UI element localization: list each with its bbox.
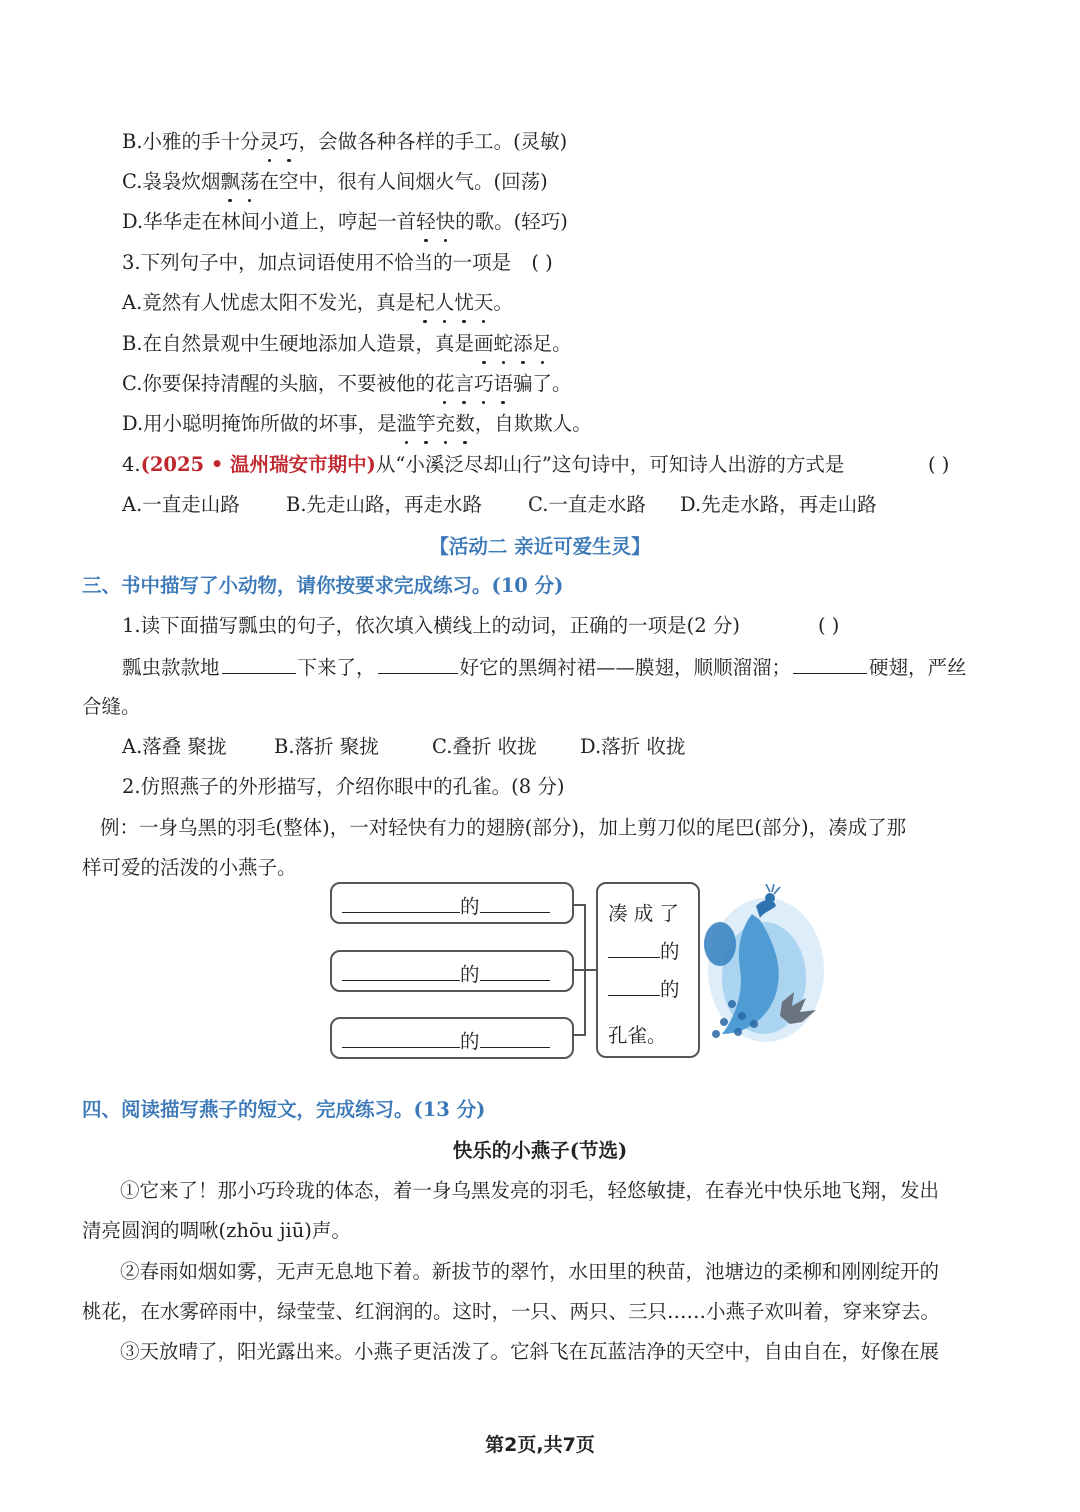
passage-p2-line2: 桃花，在水雾碎雨中，绿莹莹、红润润的。这时，一只、两只、三只……小燕子欢叫着，穿来穿去。 [82, 1300, 941, 1323]
text: 。 [552, 332, 572, 355]
dotted-word [260, 130, 299, 153]
section3-heading: 三、书中描写了小动物，请你按要求完成练习。(10 分) [82, 574, 564, 597]
fill-blank[interactable] [222, 653, 296, 674]
fill-box-3[interactable] [330, 1017, 574, 1059]
text: C.袅袅炊烟 [122, 170, 221, 193]
dotted-word [220, 170, 259, 193]
dotted-char: 轻 [416, 208, 436, 236]
s3-q1-option-d: D.落折 收拢 [580, 735, 686, 758]
text: 。 [493, 291, 513, 314]
dotted-char: 巧 [474, 370, 494, 398]
passage-p1-line2: 清亮圆润的啁啾(zhōu jiū)声。 [82, 1219, 351, 1242]
dotted-char: 忧 [454, 289, 474, 317]
dotted-char: 充 [436, 410, 456, 438]
text: C.你要保持清醒的头脑，不要被他的 [122, 372, 435, 395]
text: 瓢虫款款地 [122, 656, 220, 679]
s3-q1-sentence-cont: 合缝。 [82, 695, 141, 718]
de-text: 的 [460, 1030, 480, 1053]
s3-q2-example-line2: 样可爱的活泼的小燕子。 [82, 856, 297, 879]
passage-p2-line1: ②春雨如烟如雾，无声无息地下着。新拔节的翠竹，水田里的秧苗，池塘边的柔柳和刚刚绽开的 [120, 1260, 940, 1283]
fill-blank[interactable] [342, 962, 460, 981]
text: D.华华走在林间小道上，哼起一首 [122, 210, 417, 233]
text: 下来了， [297, 656, 376, 679]
result-box[interactable] [596, 882, 700, 1058]
dotted-char: 快 [436, 208, 456, 236]
dotted-char: 足 [533, 330, 553, 358]
dotted-word [397, 412, 475, 435]
text: ，会做各种各样的手工。(灵敏) [298, 130, 568, 153]
q3-stem [122, 249, 553, 277]
dotted-char: 天 [474, 289, 494, 317]
s3-q1-stem-text: 1.读下面描写瓢虫的句子，依次填入横线上的动词，正确的一项是(2 分) [122, 614, 740, 637]
q2-option-d [122, 208, 568, 236]
answer-paren: ( ) [818, 614, 840, 637]
dotted-char: 滥 [397, 410, 417, 438]
dotted-char: 荡 [240, 168, 260, 196]
q4-option-b: B.先走山路，再走水路 [286, 493, 483, 516]
q2-option-c [122, 168, 548, 196]
dotted-char: 画 [474, 330, 494, 358]
text: 硬翅，严丝 [869, 656, 967, 679]
text: 的歌。(轻巧) [455, 210, 568, 233]
result-text-1: 凑 成 了 [608, 902, 679, 925]
s3-q1-sentence [122, 653, 967, 682]
q4-source: (2025 • 温州瑞安市期中) [140, 453, 376, 476]
s3-q1-option-a: A.落叠 聚拢 [122, 735, 227, 758]
q4-stem [122, 451, 844, 479]
dotted-char: 杞 [415, 289, 435, 317]
fill-blank[interactable] [378, 653, 458, 674]
result-text-2: 的 [660, 940, 680, 963]
q4-option-a: A.一直走山路 [122, 493, 240, 516]
text: 在空中，很有人间烟火气。(回荡) [259, 170, 548, 193]
q2-option-b [122, 128, 567, 156]
text: 好它的黑绸衬裙——膜翅，顺顺溜溜； [459, 656, 792, 679]
q4-number: 4. [122, 453, 141, 476]
dotted-char: 语 [493, 370, 513, 398]
q4-option-c: C.一直走水路 [528, 493, 646, 516]
s3-q2-example-line1: 例：一身乌黑的羽毛(整体)，一对轻快有力的翅膀(部分)，加上剪刀似的尾巴(部分)，凑成了那 [100, 816, 907, 839]
answer-paren: ( ) [531, 251, 553, 274]
q3-option-d [122, 410, 592, 438]
q3-stem-text: 3.下列句子中，加点词语使用不恰当的一项是 [122, 251, 512, 274]
fill-box-1[interactable] [330, 882, 574, 924]
passage-p1-line1: ①它来了！那小巧玲珑的体态，着一身乌黑发亮的羽毛，轻悠敏捷，在春光中快乐地飞翔，发出 [120, 1179, 940, 1202]
dotted-word [474, 332, 552, 355]
text: ，自欺欺人。 [474, 412, 592, 435]
text: 骗了。 [513, 372, 572, 395]
fill-blank[interactable] [480, 962, 550, 981]
q3-option-c [122, 370, 572, 398]
fill-blank[interactable] [480, 894, 550, 913]
s3-q1-option-b: B.落折 聚拢 [274, 735, 379, 758]
s3-q2-stem: 2.仿照燕子的外形描写，介绍你眼中的孔雀。(8 分) [122, 775, 565, 798]
fill-box-2[interactable] [330, 950, 574, 992]
page-footer: 第2页,共7页 [485, 1434, 595, 1456]
de-text: 的 [460, 963, 480, 986]
dotted-char: 数 [455, 410, 475, 438]
fill-blank[interactable] [608, 939, 660, 958]
q4-stem-text: 从“小溪泛尽却山行”这句诗中，可知诗人出游的方式是 [375, 453, 845, 476]
fill-blank[interactable] [480, 1029, 550, 1048]
dotted-char: 花 [435, 370, 455, 398]
activity-title: 【活动二 亲近可爱生灵】 [429, 535, 651, 558]
text: D.用小聪明掩饰所做的坏事，是 [122, 412, 397, 435]
passage-p3-line1: ③天放晴了，阳光露出来。小燕子更活泼了。它斜飞在瓦蓝洁净的天空中，自由自在，好像在展 [120, 1340, 940, 1363]
fill-blank[interactable] [608, 977, 660, 996]
dotted-char: 飘 [220, 168, 240, 196]
dotted-word [416, 210, 455, 233]
dotted-char: 添 [513, 330, 533, 358]
q4-option-d: D.先走水路，再走山路 [680, 493, 877, 516]
fill-blank[interactable] [342, 894, 460, 913]
passage-title: 快乐的小燕子(节选) [452, 1139, 628, 1162]
fill-blank[interactable] [793, 653, 867, 674]
text: B.小雅的手十分 [122, 130, 260, 153]
dotted-char: 巧 [279, 128, 299, 156]
bracket-line [572, 905, 596, 1035]
de-text: 的 [460, 895, 480, 918]
peacock-illustration [694, 884, 826, 1054]
s3-q1-stem [122, 612, 740, 640]
result-text-4: 孔雀。 [608, 1024, 667, 1047]
dotted-word [415, 291, 493, 314]
dotted-char: 言 [454, 370, 474, 398]
text: B.在自然景观中生硬地添加人造景，真是 [122, 332, 475, 355]
q3-option-a [122, 289, 513, 317]
q3-option-b [122, 330, 572, 358]
text: A.竟然有人忧虑太阳不发光，真是 [122, 291, 416, 314]
fill-blank[interactable] [342, 1029, 460, 1048]
section4-heading: 四、阅读描写燕子的短文，完成练习。(13 分) [82, 1098, 486, 1121]
dotted-char: 竽 [416, 410, 436, 438]
s3-q1-option-c: C.叠折 收拢 [432, 735, 537, 758]
dotted-char: 蛇 [494, 330, 514, 358]
dotted-char: 人 [435, 289, 455, 317]
result-text-3: 的 [660, 978, 680, 1001]
dotted-char: 灵 [260, 128, 280, 156]
dotted-word [435, 372, 513, 395]
answer-paren: ( ) [928, 453, 950, 476]
